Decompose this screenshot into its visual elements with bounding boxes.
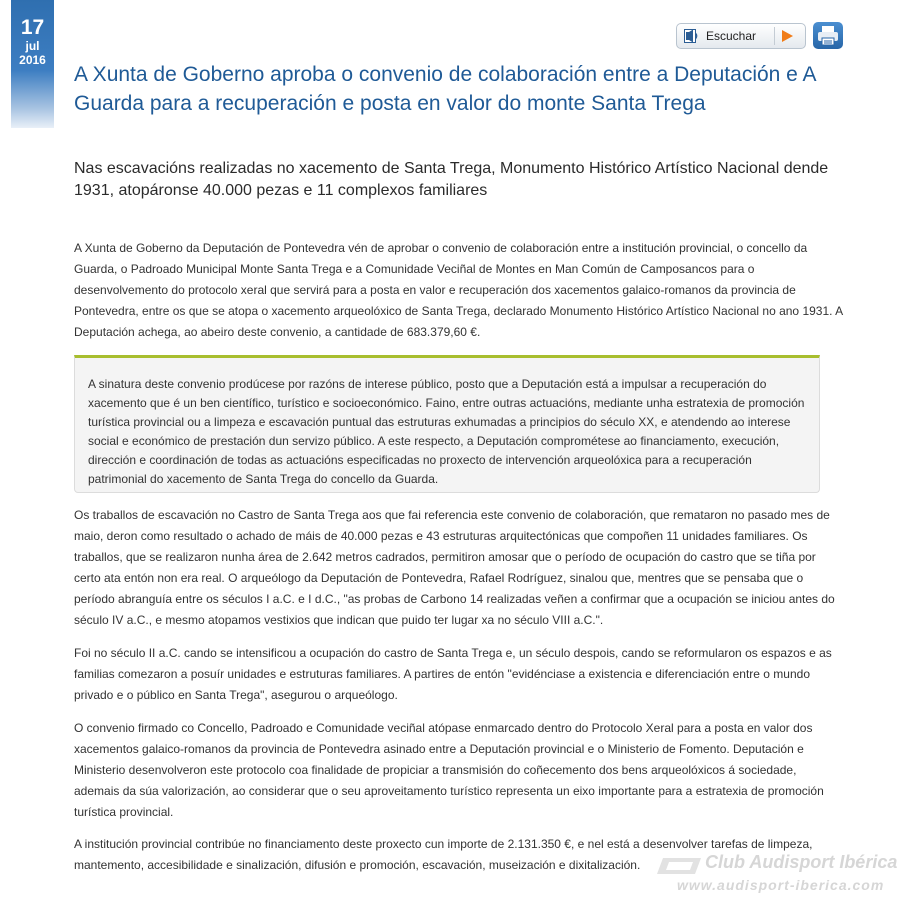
article-subtitle: Nas escavacións realizadas no xacemento de Santa Trega, Monumento Histórico Artístico Nacional dende 1931, atopáronse 40.000 pezas e 11 complexos familiares bbox=[74, 160, 829, 199]
article-title: A Xunta de Goberno aproba o convenio de colaboración entre a Deputación e A Guarda para a recuperación e posta en valor do monte Santa Trega bbox=[74, 63, 816, 115]
watermark-name: Club Audisport Ibérica bbox=[705, 852, 898, 872]
highlight-box bbox=[74, 355, 820, 493]
date-year: 2016 bbox=[19, 53, 46, 67]
article-paragraph: Os traballos de escavación no Castro de Santa Trega aos que fai referencia este convenio de colaboración, que remataron no pasado mes de maio, deron como resultado o achado de máis de 40.000 pezas e 43 estruturas arquitectónicas que compoñen 11 unidades familiares. Os traballos, que se realizaron nunha área de 2.642 metros cadrados, permitiron amosar que o período de ocupación do castro que se tiña por certo ata entón non era real. O arqueólogo da Deputación de Pontevedra, Rafael Rodríguez, sinalou que, mentres que se pensaba que o período abranguía entre os séculos I a.C. e I d.C., "as probas de Carbono 14 realizadas veñen a confirmar que a ocupación se iniciou antes do século IV a.C., e mesmo atopamos vestixios que indican que puido ter lugar xa no século VIII a.C.". bbox=[74, 508, 835, 627]
print-button[interactable] bbox=[813, 22, 843, 49]
listen-divider bbox=[774, 27, 775, 45]
highlight-text: A sinatura deste convenio prodúcese por razóns de interese público, posto que a Deputación está a impulsar a recuperación do xacemento que é un ben científico, turístico e socioeconómico. Faino, entre outras actuacións, mediante unha estratexia de promoción turística provincial ou a limpeza e escavación puntual das estruturas exhumadas a principios do século XX, e atendendo ao interese social e económico de prestación dun servizo público. A este respecto, a Deputación comprométese ao financiamento, execución, dirección e coordinación de todas as actuacións especificadas no proxecto de intervención arqueolóxica para a recuperación patrimonial do xacemento de Santa Trega do concello da Guarda. bbox=[88, 377, 805, 486]
audi-rings-logo-icon bbox=[655, 856, 701, 876]
listen-button[interactable] bbox=[676, 23, 806, 49]
watermark bbox=[655, 852, 904, 898]
article-paragraph: A institución provincial contribúe no financiamento deste proxecto cun importe de 2.131.350 €, e nel está a desenvolver tarefas de limpeza, mantemento, accesibilidade e sinalización, difusión e promoción, escavación, museización e dixitalización. bbox=[74, 837, 813, 872]
printer-icon bbox=[813, 22, 843, 49]
article-paragraph: O convenio firmado co Concello, Padroado e Comunidade veciñal atópase enmarcado dentro do Protocolo Xeral para a posta en valor dos xacementos galaico-romanos da provincia de Pontevedra asinado entre a Deputación provincial e o Ministerio de Fomento. Deputación e Ministerio desenvolveron este protocolo coa finalidade de propiciar a transmisión do coñecemento dos bens arqueolóxicos á sociedade, ademais da súa valorización, ao considerar que o seu aproveitamento turístico representa un eixo importante para a estratexia de promoción turística provincial. bbox=[74, 721, 824, 819]
date-month: jul bbox=[25, 39, 40, 53]
listen-label: Escuchar bbox=[706, 29, 757, 43]
date-badge bbox=[11, 0, 54, 128]
watermark-url: www.audisport-iberica.com bbox=[677, 877, 885, 893]
article-paragraph: Foi no século II a.C. cando se intensificou a ocupación do castro de Santa Trega e, un século despois, cando se reformularon os espazos e as familias comezaron a posuír unidades e estruturas familiares. A partires de entón "evidénciase a existencia e diferenciación entre o mundo privado e o público en Santa Trega", asegurou o arqueólogo. bbox=[74, 646, 832, 702]
play-icon[interactable] bbox=[782, 30, 793, 42]
date-day: 17 bbox=[20, 16, 45, 39]
speaker-icon bbox=[684, 29, 700, 43]
article-paragraph: A Xunta de Goberno da Deputación de Pontevedra vén de aprobar o convenio de colaboración entre a institución provincial, o concello da Guarda, o Padroado Municipal Monte Santa Trega e a Comunidade Veciñal de Montes en Man Común de Camposancos para o desenvolvemento do protocolo xeral que servirá para a posta en valor e recuperación dos xacementos galaico-romanos da provincia de Pontevedra, entre os que se atopa o xacemento arqueolóxico de Santa Trega, declarado Monumento Histórico Artístico Nacional no ano 1931. A Deputación achega, ao abeiro deste convenio, a cantidade de 683.379,60 €. bbox=[74, 241, 843, 339]
